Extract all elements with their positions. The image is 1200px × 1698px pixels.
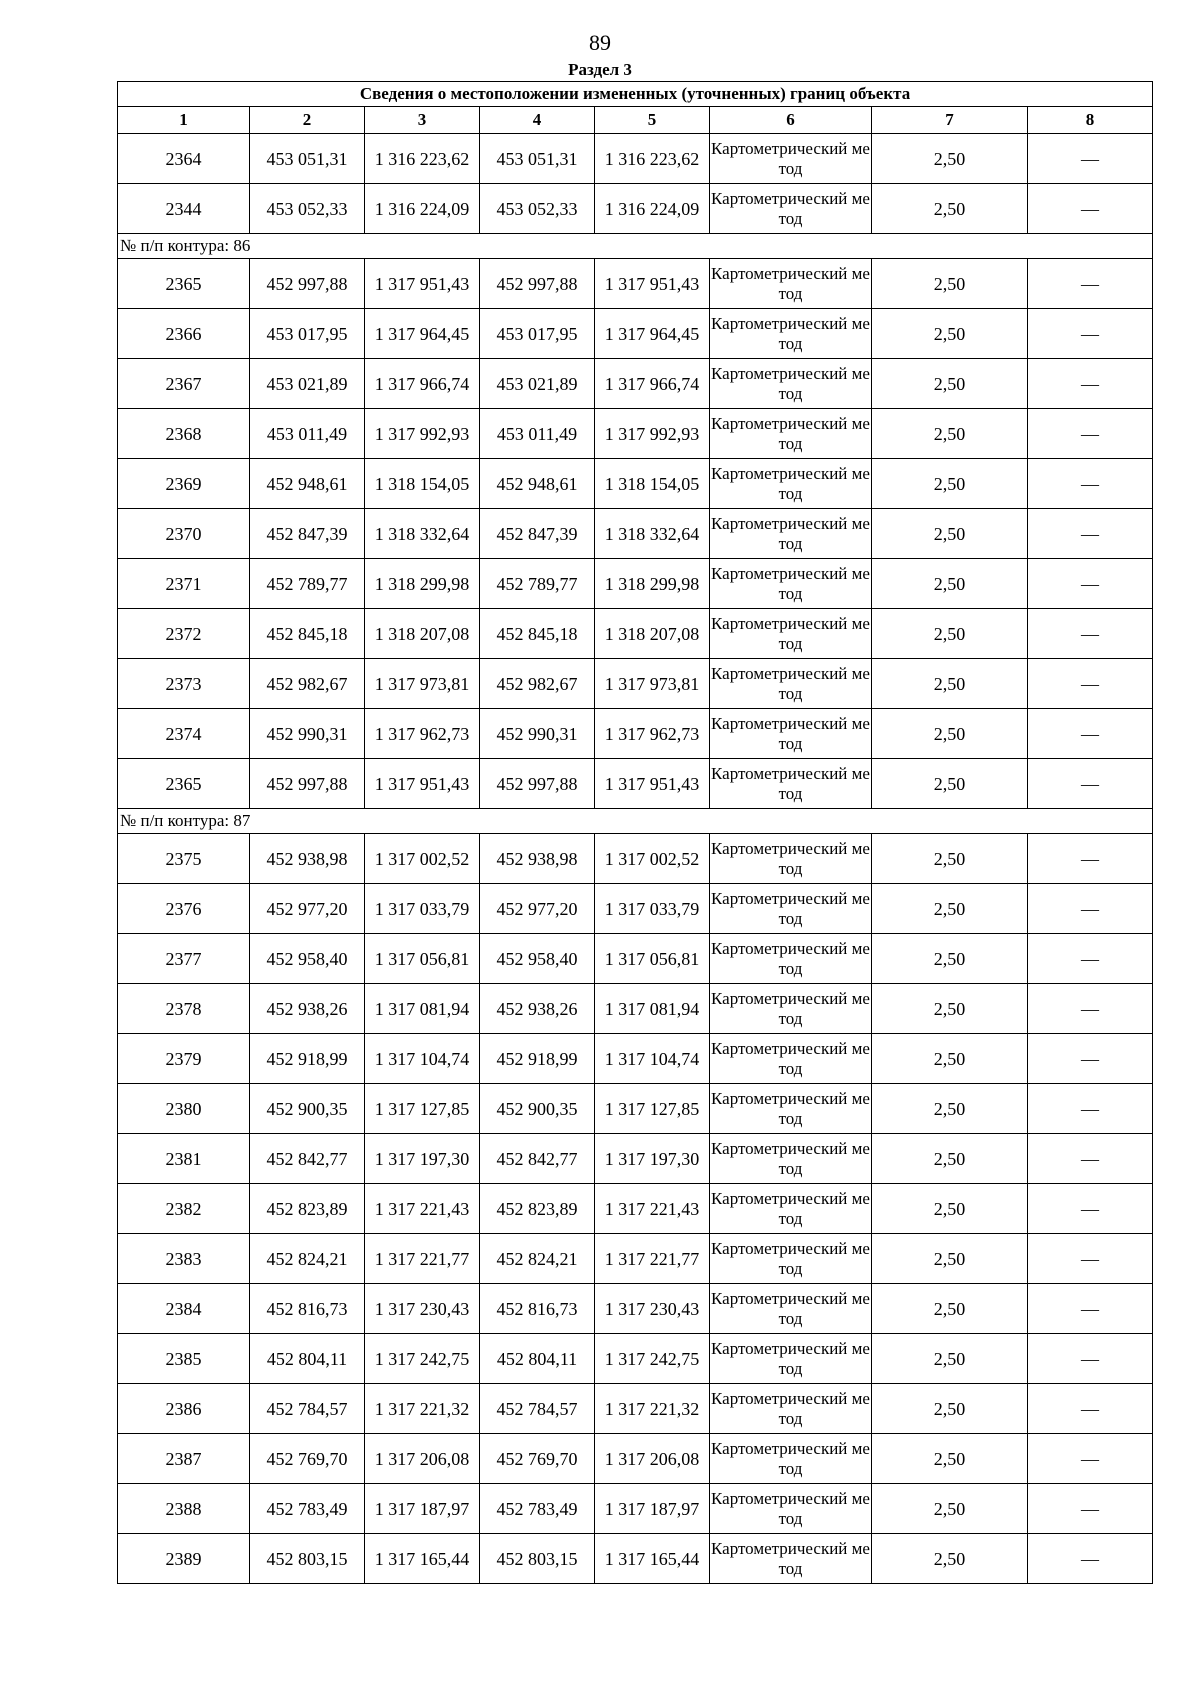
point-number-cell: 2382	[118, 1184, 250, 1234]
x-new-cell: 452 847,39	[480, 509, 595, 559]
y-old-cell: 1 317 127,85	[365, 1084, 480, 1134]
method-cell: Картометрический метод	[710, 1134, 872, 1184]
x-old-cell: 453 021,89	[250, 359, 365, 409]
accuracy-cell: 2,50	[872, 1334, 1028, 1384]
x-old-cell: 452 977,20	[250, 884, 365, 934]
y-new-cell: 1 318 154,05	[595, 459, 710, 509]
table-row	[118, 1234, 1153, 1284]
point-number-cell: 2386	[118, 1384, 250, 1434]
x-old-cell: 453 011,49	[250, 409, 365, 459]
x-old-cell: 452 990,31	[250, 709, 365, 759]
accuracy-cell: 2,50	[872, 459, 1028, 509]
point-number-cell: 2387	[118, 1434, 250, 1484]
description-cell: —	[1028, 1234, 1153, 1284]
accuracy-cell: 2,50	[872, 1184, 1028, 1234]
table-row	[118, 1134, 1153, 1184]
table-row	[118, 609, 1153, 659]
x-new-cell: 452 997,88	[480, 759, 595, 809]
description-cell: —	[1028, 259, 1153, 309]
x-old-cell: 452 845,18	[250, 609, 365, 659]
boundary-coordinates-table	[117, 81, 1153, 1584]
column-number: 8	[1028, 107, 1153, 134]
y-old-cell: 1 317 221,43	[365, 1184, 480, 1234]
contour-label: № п/п контура: 87	[118, 809, 1153, 834]
y-new-cell: 1 317 165,44	[595, 1534, 710, 1584]
description-cell: —	[1028, 1284, 1153, 1334]
y-old-cell: 1 317 187,97	[365, 1484, 480, 1534]
y-new-cell: 1 317 127,85	[595, 1084, 710, 1134]
method-cell: Картометрический метод	[710, 934, 872, 984]
method-cell: Картометрический метод	[710, 259, 872, 309]
y-new-cell: 1 317 221,43	[595, 1184, 710, 1234]
table-row	[118, 659, 1153, 709]
y-old-cell: 1 316 223,62	[365, 134, 480, 184]
y-old-cell: 1 317 056,81	[365, 934, 480, 984]
x-new-cell: 453 052,33	[480, 184, 595, 234]
accuracy-cell: 2,50	[872, 659, 1028, 709]
accuracy-cell: 2,50	[872, 834, 1028, 884]
y-new-cell: 1 316 224,09	[595, 184, 710, 234]
table-row	[118, 934, 1153, 984]
column-number: 5	[595, 107, 710, 134]
accuracy-cell: 2,50	[872, 1234, 1028, 1284]
method-cell: Картометрический метод	[710, 1484, 872, 1534]
accuracy-cell: 2,50	[872, 509, 1028, 559]
x-new-cell: 452 842,77	[480, 1134, 595, 1184]
x-old-cell: 452 982,67	[250, 659, 365, 709]
y-old-cell: 1 317 242,75	[365, 1334, 480, 1384]
accuracy-cell: 2,50	[872, 309, 1028, 359]
method-cell: Картометрический метод	[710, 184, 872, 234]
y-new-cell: 1 317 081,94	[595, 984, 710, 1034]
column-number: 4	[480, 107, 595, 134]
table-row	[118, 1534, 1153, 1584]
x-new-cell: 452 769,70	[480, 1434, 595, 1484]
method-cell: Картометрический метод	[710, 1234, 872, 1284]
x-old-cell: 453 051,31	[250, 134, 365, 184]
y-old-cell: 1 317 964,45	[365, 309, 480, 359]
description-cell: —	[1028, 934, 1153, 984]
y-new-cell: 1 317 221,32	[595, 1384, 710, 1434]
point-number-cell: 2366	[118, 309, 250, 359]
accuracy-cell: 2,50	[872, 1534, 1028, 1584]
x-old-cell: 452 918,99	[250, 1034, 365, 1084]
x-old-cell: 452 804,11	[250, 1334, 365, 1384]
point-number-cell: 2380	[118, 1084, 250, 1134]
method-cell: Картометрический метод	[710, 609, 872, 659]
x-old-cell: 452 823,89	[250, 1184, 365, 1234]
description-cell: —	[1028, 459, 1153, 509]
point-number-cell: 2371	[118, 559, 250, 609]
y-old-cell: 1 318 299,98	[365, 559, 480, 609]
description-cell: —	[1028, 1134, 1153, 1184]
point-number-cell: 2379	[118, 1034, 250, 1084]
method-cell: Картометрический метод	[710, 1184, 872, 1234]
description-cell: —	[1028, 134, 1153, 184]
x-old-cell: 452 958,40	[250, 934, 365, 984]
point-number-cell: 2376	[118, 884, 250, 934]
y-new-cell: 1 317 242,75	[595, 1334, 710, 1384]
point-number-cell: 2377	[118, 934, 250, 984]
column-number: 2	[250, 107, 365, 134]
y-old-cell: 1 317 221,77	[365, 1234, 480, 1284]
y-old-cell: 1 318 332,64	[365, 509, 480, 559]
table-caption: Сведения о местоположении измененных (уточненных) границ объекта	[118, 82, 1153, 107]
y-old-cell: 1 317 033,79	[365, 884, 480, 934]
accuracy-cell: 2,50	[872, 184, 1028, 234]
table-row	[118, 1284, 1153, 1334]
point-number-cell: 2368	[118, 409, 250, 459]
description-cell: —	[1028, 1034, 1153, 1084]
table-row	[118, 1334, 1153, 1384]
table-row	[118, 409, 1153, 459]
x-old-cell: 452 824,21	[250, 1234, 365, 1284]
x-old-cell: 452 816,73	[250, 1284, 365, 1334]
x-new-cell: 452 789,77	[480, 559, 595, 609]
y-new-cell: 1 317 966,74	[595, 359, 710, 409]
y-new-cell: 1 317 962,73	[595, 709, 710, 759]
description-cell: —	[1028, 559, 1153, 609]
description-cell: —	[1028, 834, 1153, 884]
table-row	[118, 359, 1153, 409]
x-old-cell: 452 900,35	[250, 1084, 365, 1134]
x-old-cell: 452 997,88	[250, 759, 365, 809]
page-number: 89	[589, 30, 611, 55]
point-number-cell: 2373	[118, 659, 250, 709]
table-row	[118, 1084, 1153, 1134]
y-new-cell: 1 318 299,98	[595, 559, 710, 609]
y-new-cell: 1 317 206,08	[595, 1434, 710, 1484]
description-cell: —	[1028, 1084, 1153, 1134]
x-new-cell: 453 021,89	[480, 359, 595, 409]
x-new-cell: 452 977,20	[480, 884, 595, 934]
y-old-cell: 1 317 081,94	[365, 984, 480, 1034]
table-row	[118, 184, 1153, 234]
description-cell: —	[1028, 1334, 1153, 1384]
accuracy-cell: 2,50	[872, 1134, 1028, 1184]
x-old-cell: 452 789,77	[250, 559, 365, 609]
y-old-cell: 1 317 973,81	[365, 659, 480, 709]
column-number: 1	[118, 107, 250, 134]
y-new-cell: 1 316 223,62	[595, 134, 710, 184]
method-cell: Картометрический метод	[710, 709, 872, 759]
column-number: 7	[872, 107, 1028, 134]
table-row	[118, 1034, 1153, 1084]
y-old-cell: 1 317 992,93	[365, 409, 480, 459]
y-old-cell: 1 318 207,08	[365, 609, 480, 659]
x-new-cell: 452 804,11	[480, 1334, 595, 1384]
table-row	[118, 509, 1153, 559]
x-new-cell: 452 803,15	[480, 1534, 595, 1584]
x-new-cell: 452 958,40	[480, 934, 595, 984]
point-number-cell: 2372	[118, 609, 250, 659]
y-new-cell: 1 317 951,43	[595, 759, 710, 809]
y-new-cell: 1 317 230,43	[595, 1284, 710, 1334]
description-cell: —	[1028, 984, 1153, 1034]
accuracy-cell: 2,50	[872, 884, 1028, 934]
point-number-cell: 2388	[118, 1484, 250, 1534]
description-cell: —	[1028, 709, 1153, 759]
description-cell: —	[1028, 359, 1153, 409]
method-cell: Картометрический метод	[710, 1534, 872, 1584]
x-new-cell: 452 938,98	[480, 834, 595, 884]
y-old-cell: 1 317 002,52	[365, 834, 480, 884]
y-old-cell: 1 317 206,08	[365, 1434, 480, 1484]
x-new-cell: 453 011,49	[480, 409, 595, 459]
method-cell: Картометрический метод	[710, 134, 872, 184]
point-number-cell: 2383	[118, 1234, 250, 1284]
table-row	[118, 1484, 1153, 1534]
x-old-cell: 452 938,26	[250, 984, 365, 1034]
method-cell: Картометрический метод	[710, 359, 872, 409]
table-row	[118, 309, 1153, 359]
x-new-cell: 453 017,95	[480, 309, 595, 359]
y-new-cell: 1 317 992,93	[595, 409, 710, 459]
contour-label: № п/п контура: 86	[118, 234, 1153, 259]
point-number-cell: 2389	[118, 1534, 250, 1584]
point-number-cell: 2381	[118, 1134, 250, 1184]
x-old-cell: 453 052,33	[250, 184, 365, 234]
method-cell: Картометрический метод	[710, 409, 872, 459]
x-new-cell: 452 816,73	[480, 1284, 595, 1334]
point-number-cell: 2384	[118, 1284, 250, 1334]
y-old-cell: 1 316 224,09	[365, 184, 480, 234]
table-row	[118, 459, 1153, 509]
x-new-cell: 452 918,99	[480, 1034, 595, 1084]
y-new-cell: 1 317 104,74	[595, 1034, 710, 1084]
column-number: 6	[710, 107, 872, 134]
accuracy-cell: 2,50	[872, 609, 1028, 659]
y-old-cell: 1 317 197,30	[365, 1134, 480, 1184]
y-new-cell: 1 317 964,45	[595, 309, 710, 359]
y-new-cell: 1 317 002,52	[595, 834, 710, 884]
point-number-cell: 2385	[118, 1334, 250, 1384]
table-row	[118, 984, 1153, 1034]
y-old-cell: 1 317 966,74	[365, 359, 480, 409]
accuracy-cell: 2,50	[872, 759, 1028, 809]
y-new-cell: 1 317 951,43	[595, 259, 710, 309]
method-cell: Картометрический метод	[710, 759, 872, 809]
method-cell: Картометрический метод	[710, 834, 872, 884]
accuracy-cell: 2,50	[872, 984, 1028, 1034]
accuracy-cell: 2,50	[872, 934, 1028, 984]
section-title: Раздел 3	[568, 60, 632, 79]
method-cell: Картометрический метод	[710, 309, 872, 359]
table-row	[118, 559, 1153, 609]
accuracy-cell: 2,50	[872, 359, 1028, 409]
table-row	[118, 1434, 1153, 1484]
x-new-cell: 452 824,21	[480, 1234, 595, 1284]
accuracy-cell: 2,50	[872, 709, 1028, 759]
x-new-cell: 453 051,31	[480, 134, 595, 184]
y-old-cell: 1 317 962,73	[365, 709, 480, 759]
point-number-cell: 2369	[118, 459, 250, 509]
method-cell: Картометрический метод	[710, 984, 872, 1034]
description-cell: —	[1028, 659, 1153, 709]
method-cell: Картометрический метод	[710, 659, 872, 709]
x-new-cell: 452 845,18	[480, 609, 595, 659]
x-old-cell: 452 803,15	[250, 1534, 365, 1584]
x-new-cell: 452 948,61	[480, 459, 595, 509]
y-new-cell: 1 317 033,79	[595, 884, 710, 934]
x-new-cell: 452 900,35	[480, 1084, 595, 1134]
method-cell: Картометрический метод	[710, 1284, 872, 1334]
accuracy-cell: 2,50	[872, 259, 1028, 309]
x-new-cell: 452 982,67	[480, 659, 595, 709]
table-row	[118, 259, 1153, 309]
table-row	[118, 834, 1153, 884]
description-cell: —	[1028, 309, 1153, 359]
accuracy-cell: 2,50	[872, 559, 1028, 609]
y-new-cell: 1 318 332,64	[595, 509, 710, 559]
y-old-cell: 1 317 951,43	[365, 759, 480, 809]
method-cell: Картометрический метод	[710, 1084, 872, 1134]
y-old-cell: 1 317 165,44	[365, 1534, 480, 1584]
point-number-cell: 2378	[118, 984, 250, 1034]
description-cell: —	[1028, 884, 1153, 934]
contour-header-row	[118, 809, 1153, 834]
point-number-cell: 2364	[118, 134, 250, 184]
description-cell: —	[1028, 1184, 1153, 1234]
method-cell: Картометрический метод	[710, 884, 872, 934]
description-cell: —	[1028, 1434, 1153, 1484]
y-new-cell: 1 317 056,81	[595, 934, 710, 984]
accuracy-cell: 2,50	[872, 134, 1028, 184]
x-new-cell: 452 823,89	[480, 1184, 595, 1234]
x-new-cell: 452 784,57	[480, 1384, 595, 1434]
method-cell: Картометрический метод	[710, 559, 872, 609]
x-old-cell: 452 938,98	[250, 834, 365, 884]
x-old-cell: 452 783,49	[250, 1484, 365, 1534]
point-number-cell: 2344	[118, 184, 250, 234]
x-old-cell: 452 769,70	[250, 1434, 365, 1484]
x-new-cell: 452 997,88	[480, 259, 595, 309]
x-old-cell: 452 784,57	[250, 1384, 365, 1434]
method-cell: Картометрический метод	[710, 1384, 872, 1434]
method-cell: Картометрический метод	[710, 1434, 872, 1484]
x-old-cell: 453 017,95	[250, 309, 365, 359]
method-cell: Картометрический метод	[710, 459, 872, 509]
point-number-cell: 2365	[118, 759, 250, 809]
table-row	[118, 1384, 1153, 1434]
description-cell: —	[1028, 184, 1153, 234]
table-row	[118, 709, 1153, 759]
accuracy-cell: 2,50	[872, 1484, 1028, 1534]
accuracy-cell: 2,50	[872, 1284, 1028, 1334]
y-new-cell: 1 317 197,30	[595, 1134, 710, 1184]
x-old-cell: 452 997,88	[250, 259, 365, 309]
table-caption-row	[118, 82, 1153, 107]
y-new-cell: 1 317 221,77	[595, 1234, 710, 1284]
contour-header-row	[118, 234, 1153, 259]
boundary-table-container	[117, 81, 1152, 1584]
x-old-cell: 452 842,77	[250, 1134, 365, 1184]
y-new-cell: 1 317 187,97	[595, 1484, 710, 1534]
description-cell: —	[1028, 609, 1153, 659]
table-row	[118, 884, 1153, 934]
description-cell: —	[1028, 409, 1153, 459]
x-old-cell: 452 948,61	[250, 459, 365, 509]
y-old-cell: 1 317 951,43	[365, 259, 480, 309]
description-cell: —	[1028, 1384, 1153, 1434]
y-old-cell: 1 318 154,05	[365, 459, 480, 509]
point-number-cell: 2370	[118, 509, 250, 559]
y-new-cell: 1 318 207,08	[595, 609, 710, 659]
method-cell: Картометрический метод	[710, 1334, 872, 1384]
y-new-cell: 1 317 973,81	[595, 659, 710, 709]
column-number-row	[118, 107, 1153, 134]
accuracy-cell: 2,50	[872, 1034, 1028, 1084]
x-new-cell: 452 783,49	[480, 1484, 595, 1534]
x-new-cell: 452 990,31	[480, 709, 595, 759]
x-old-cell: 452 847,39	[250, 509, 365, 559]
y-old-cell: 1 317 104,74	[365, 1034, 480, 1084]
method-cell: Картометрический метод	[710, 509, 872, 559]
description-cell: —	[1028, 509, 1153, 559]
x-new-cell: 452 938,26	[480, 984, 595, 1034]
accuracy-cell: 2,50	[872, 1384, 1028, 1434]
description-cell: —	[1028, 1534, 1153, 1584]
point-number-cell: 2374	[118, 709, 250, 759]
accuracy-cell: 2,50	[872, 1434, 1028, 1484]
table-row	[118, 1184, 1153, 1234]
y-old-cell: 1 317 221,32	[365, 1384, 480, 1434]
description-cell: —	[1028, 1484, 1153, 1534]
y-old-cell: 1 317 230,43	[365, 1284, 480, 1334]
method-cell: Картометрический метод	[710, 1034, 872, 1084]
table-body	[118, 134, 1153, 1584]
point-number-cell: 2367	[118, 359, 250, 409]
description-cell: —	[1028, 759, 1153, 809]
column-number: 3	[365, 107, 480, 134]
table-row	[118, 134, 1153, 184]
point-number-cell: 2365	[118, 259, 250, 309]
accuracy-cell: 2,50	[872, 1084, 1028, 1134]
accuracy-cell: 2,50	[872, 409, 1028, 459]
table-row	[118, 759, 1153, 809]
point-number-cell: 2375	[118, 834, 250, 884]
